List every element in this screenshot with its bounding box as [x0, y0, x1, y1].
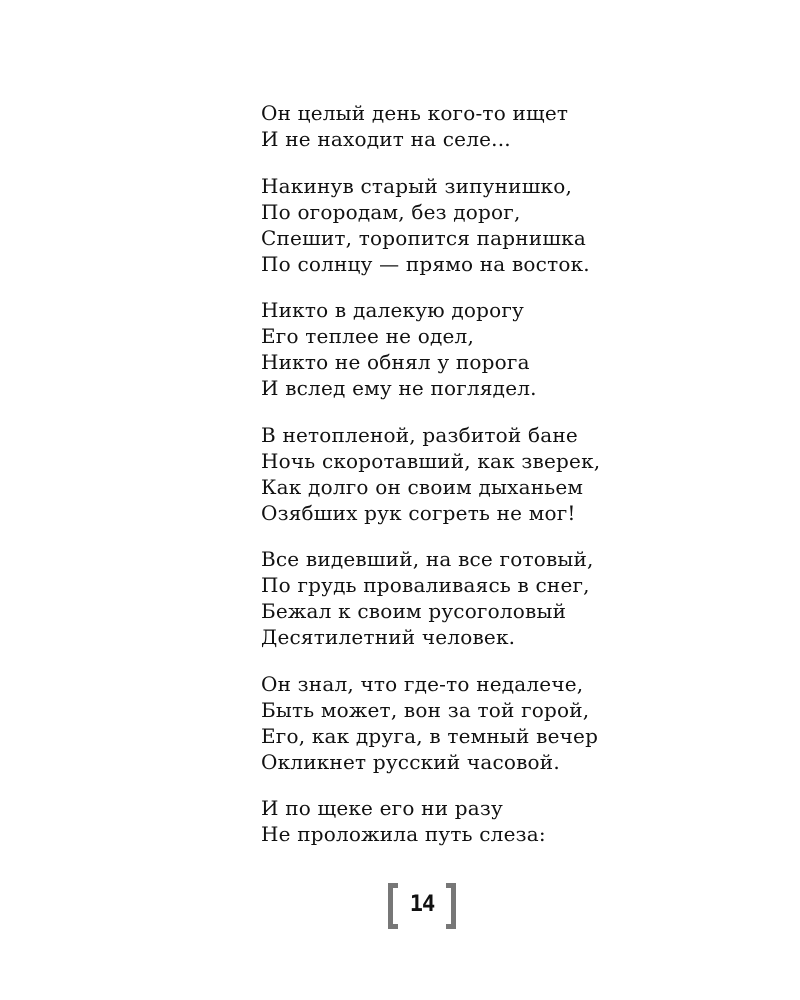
left-bracket-icon [388, 883, 398, 929]
poem-line: По грудь проваливаясь в снег, [261, 573, 590, 597]
poem-line: Все видевший, на все готовый, [261, 547, 594, 571]
stanza [261, 297, 741, 401]
poem-line: Бежал к своим русоголовый [261, 599, 567, 623]
poem-line: И вслед ему не поглядел. [261, 376, 537, 400]
poem-line: Его, как друга, в темный вечер [261, 723, 599, 748]
poem-line: Ночь скоротавший, как зверек, [261, 448, 601, 473]
poem-line: Спешит, торопится парнишка [261, 225, 586, 250]
stanza [261, 546, 741, 650]
poem-line: По солнцу — прямо на восток. [261, 251, 590, 276]
poem-line: Он целый день кого-то ищет [261, 101, 569, 125]
stanza [261, 173, 741, 277]
stanza [261, 100, 741, 152]
stanza [261, 795, 741, 847]
poem-line: Никто в далекую дорогу [261, 298, 525, 322]
poem-line: Никто не обнял у порога [261, 350, 530, 374]
poem-line: Как долго он своим дыханьем [261, 474, 584, 499]
poem-line: И по щеке его ни разу [261, 796, 503, 820]
poem-line: Накинув старый зипунишко, [261, 173, 572, 198]
right-bracket-icon [446, 883, 456, 929]
poem-line: Быть может, вон за той горой, [261, 697, 590, 722]
stanza [261, 422, 741, 526]
poem-line: Не проложила путь слеза: [261, 822, 546, 846]
poem-text [261, 100, 741, 868]
stanza [261, 671, 741, 775]
poem-line: По огородам, без дорог, [261, 199, 521, 224]
poem-line: Десятилетний человек. [261, 625, 516, 649]
page-number-text: 14 [409, 891, 435, 917]
poem-line: Окликнет русский часовой. [261, 749, 560, 774]
poem-line: Его теплее не одел, [261, 324, 475, 348]
poem-line: В нетопленой, разбитой бане [261, 422, 578, 447]
poem-line: Озябших рук согреть не мог! [261, 500, 576, 525]
poem-line: И не находит на селе... [261, 127, 511, 151]
poem-line: Он знал, что где-то недалече, [261, 671, 584, 696]
page-number [384, 883, 460, 929]
